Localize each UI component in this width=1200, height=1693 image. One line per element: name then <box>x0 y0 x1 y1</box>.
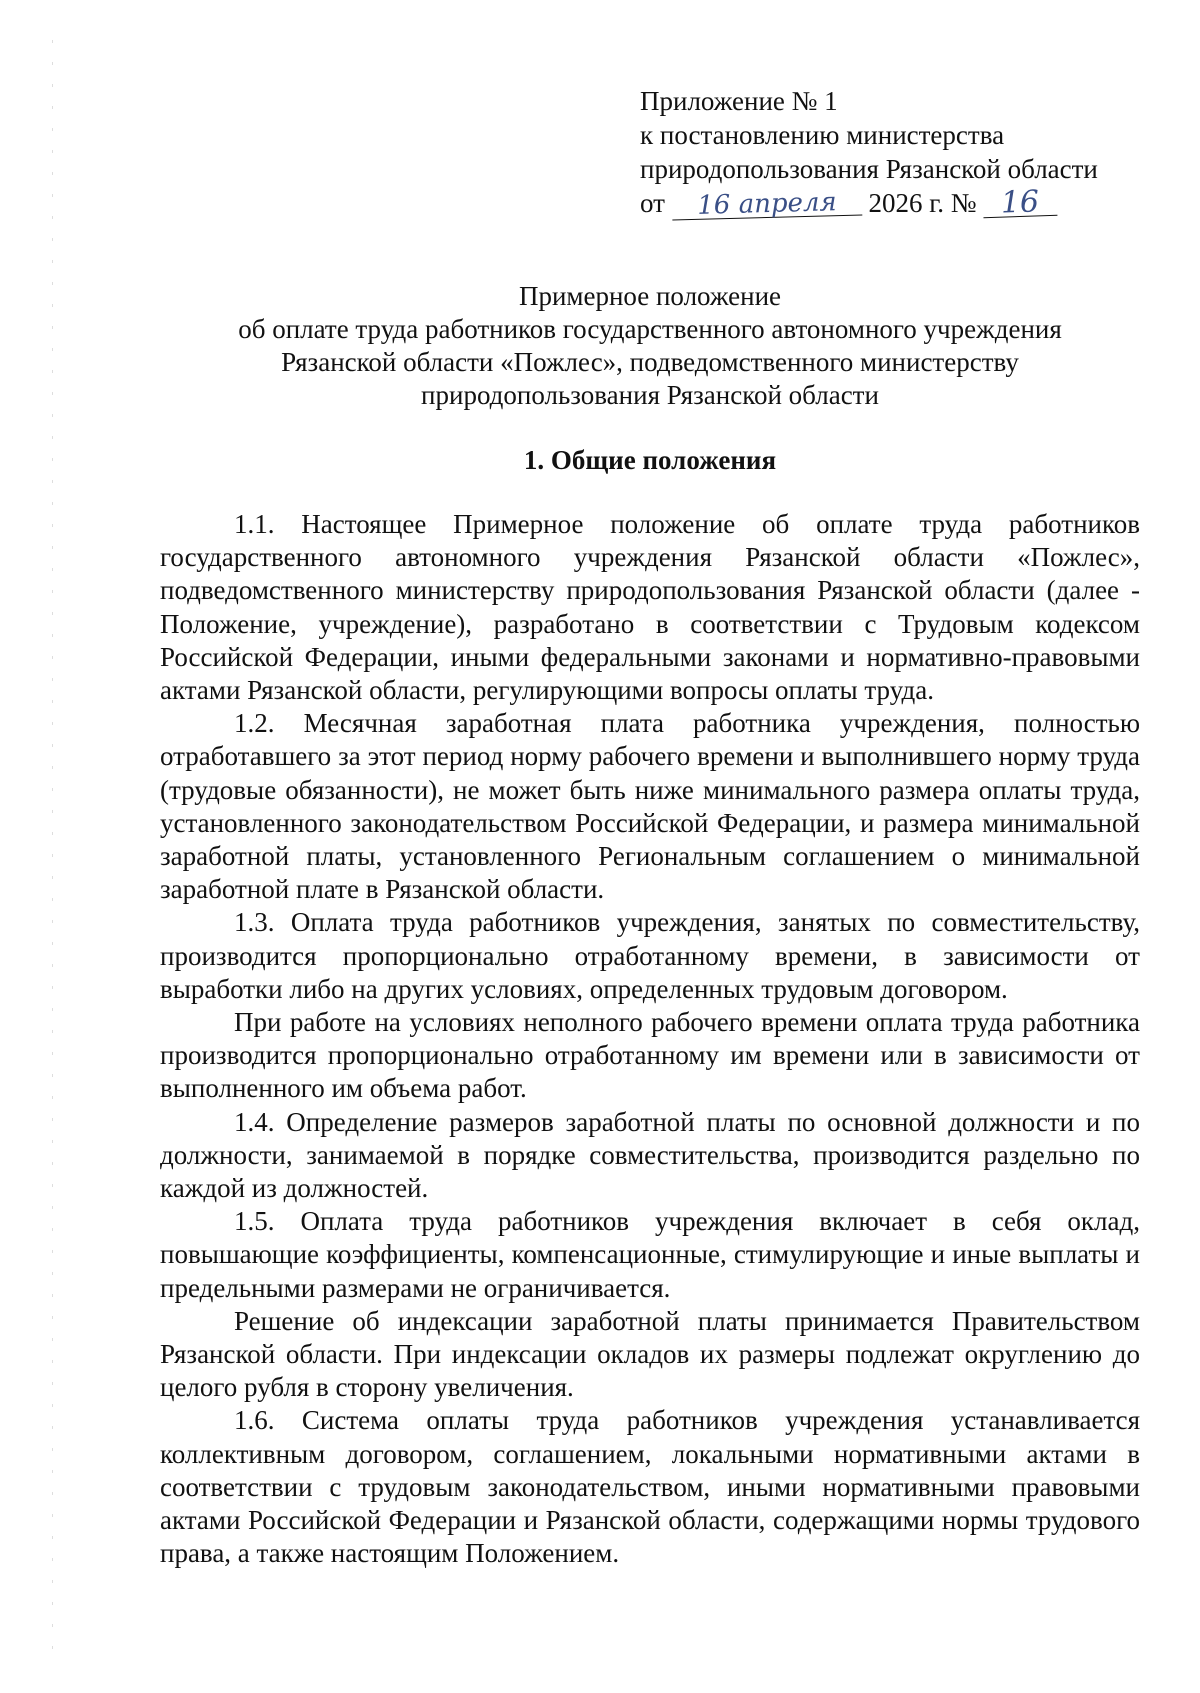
title-line-2: об оплате труда работников государственного автономного учреждения <box>238 314 1062 344</box>
date-prefix: от <box>640 188 665 218</box>
appendix-line-2: к постановлению министерства <box>640 120 1005 150</box>
paragraph-1-5-indexation: Решение об индексации заработной платы принимается Правительством Рязанской области. При индексации окладов их размеры подлежат округлению до целого рубля в сторону увеличения. <box>160 1305 1140 1403</box>
title-line-3: Рязанской области «Пожлес», подведомственного министерству <box>281 347 1019 377</box>
appendix-line-3: природопользования Рязанской области <box>640 154 1098 184</box>
section-heading: 1. Общие положения <box>523 445 777 475</box>
year-number-label: 2026 г. № <box>868 188 977 218</box>
document-body <box>160 508 1140 1571</box>
paragraph-1-5: 1.5. Оплата труда работников учреждения включает в себя оклад, повышающие коэффициенты, компенсационные, стимулирующие и иные выплаты и предельными размерами не ограничивается. <box>160 1206 1140 1303</box>
handwritten-date: 16 апреля <box>671 189 862 221</box>
paragraph-1-3: 1.3. Оплата труда работников учреждения, занятых по совместительству, производится пропорционально отработанному времени, в зависимости от выработки либо на других условиях, определенных трудовым договором. <box>160 907 1140 1004</box>
appendix-date-line <box>640 186 1140 220</box>
paragraph-1-6: 1.6. Система оплаты труда работников учреждения устанавливается коллективным договором, соглашением, локальными нормативными актами в соответствии с трудовым законодательством, иными нормативными правовыми актами Российской Федерации и Рязанской области, содержащими нормы трудового права, а также настоящим Положением. <box>160 1405 1140 1569</box>
paragraph-1-3-part-time: При работе на условиях неполного рабочего времени оплата труда работника производится пропорционально отработанному им времени или в зависимости от выполненного им объема работ. <box>160 1007 1140 1104</box>
scan-edge-line <box>52 40 53 1660</box>
paragraph-1-2: 1.2. Месячная заработная плата работника учреждения, полностью отработавшего за этот период норму рабочего времени и выполнившего норму труда (трудовые обязанности), не может быть ниже минимального размера оплаты труда, установленного законодательством Российской Федерации, и размера минимальной заработной платы, установленного Региональным соглашением о минимальной заработной плате в Рязанской области. <box>160 708 1140 905</box>
appendix-line-1: Приложение № 1 <box>640 86 838 116</box>
document-title <box>160 280 1140 412</box>
title-line-1: Примерное положение <box>518 281 782 311</box>
appendix-block <box>640 84 1140 220</box>
paragraph-1-1: 1.1. Настоящее Примерное положение об оплате труда работников государственного автономного учреждения Рязанской области «Пожлес», подведомственного министерству природопользования Рязанской области (далее - Положение, учреждение), разработано в соответствии с Трудовым кодексом Российской Федерации, иными федеральными законами и нормативно-правовыми актами Рязанской области, регулирующими вопросы оплаты труда. <box>160 509 1140 706</box>
paragraph-1-4: 1.4. Определение размеров заработной платы по основной должности и по должности, занимаемой в порядке совместительства, производится раздельно по каждой из должностей. <box>160 1106 1140 1204</box>
title-line-4: природопользования Рязанской области <box>421 380 879 410</box>
handwritten-number: 16 <box>983 189 1058 219</box>
